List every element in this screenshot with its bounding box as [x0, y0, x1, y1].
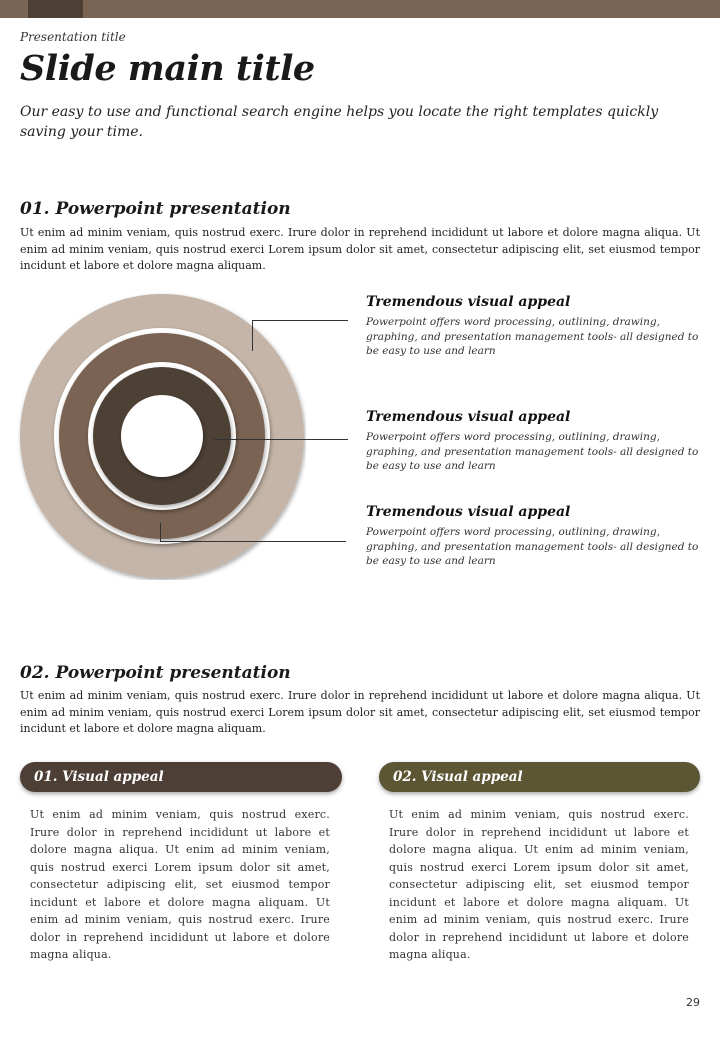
slide-main-title: Slide main title	[20, 48, 315, 89]
visual-appeal-1-text: Ut enim ad minim veniam, quis nostrud exerc. Irure dolor in reprehend incididunt ut labore et dolore magna aliqua. Ut enim ad minim veniam, quis nostrud exerci Lorem ipsum dolor sit amet, consectetur adipiscing elit, set eiusmod tempor incidunt et labore et dolore magna aliquam. Ut enim ad minim veniam, quis nostrud exerc. Irure dolor in reprehend incididunt ut labore et dolore magna aliqua.	[30, 808, 330, 961]
callout-1	[366, 294, 700, 359]
callout-3-title: Tremendous visual appeal	[366, 504, 571, 520]
leader-line-2-h	[214, 439, 348, 440]
presentation-title: Presentation title	[20, 30, 126, 44]
section-2-body: Ut enim ad minim veniam, quis nostrud exerc. Irure dolor in reprehend incididunt ut labore et dolore magna aliqua. Ut enim ad minim veniam, quis nostrud exerci Lorem ipsum dolor sit amet, consectetur adipiscing elit, set eiusmod tempor incidunt et labore et dolore magna aliquam.	[20, 689, 700, 735]
visual-appeal-2-text: Ut enim ad minim veniam, quis nostrud exerc. Irure dolor in reprehend incididunt ut labore et dolore magna aliqua. Ut enim ad minim veniam, quis nostrud exerci Lorem ipsum dolor sit amet, consectetur adipiscing elit, set eiusmod tempor incidunt et labore et dolore magna aliquam. Ut enim ad minim veniam, quis nostrud exerc. Irure dolor in reprehend incididunt ut labore et dolore magna aliqua.	[389, 808, 689, 961]
section-2-heading: 02. Powerpoint presentation	[20, 663, 291, 683]
top-bar-accent	[28, 0, 83, 18]
page-number: 29	[686, 996, 700, 1009]
top-bar	[0, 0, 720, 18]
slide-subtitle: Our easy to use and functional search engine helps you locate the right templates quickly saving your time.	[20, 104, 659, 140]
leader-line-1-h	[252, 320, 348, 321]
leader-line-1-v	[252, 320, 253, 351]
concentric-rings-diagram	[18, 292, 306, 580]
callout-2-text: Powerpoint offers word processing, outlining, drawing, graphing, and presentation management tools- all designed to be easy to use and learn	[366, 431, 699, 472]
callout-2	[366, 409, 700, 474]
visual-appeal-2-label: 02. Visual appeal	[379, 762, 700, 792]
leader-line-3-h	[160, 541, 346, 542]
section-1-body: Ut enim ad minim veniam, quis nostrud exerc. Irure dolor in reprehend incididunt ut labore et dolore magna aliqua. Ut enim ad minim veniam, quis nostrud exerci Lorem ipsum dolor sit amet, consectetur adipiscing elit, set eiusmod tempor incidunt et labore et dolore magna aliquam.	[20, 226, 700, 272]
callout-3-text: Powerpoint offers word processing, outlining, drawing, graphing, and presentation management tools- all designed to be easy to use and learn	[366, 526, 699, 567]
callout-3	[366, 504, 700, 569]
leader-line-3-v	[160, 523, 161, 541]
callout-1-title: Tremendous visual appeal	[366, 294, 571, 310]
callout-2-title: Tremendous visual appeal	[366, 409, 571, 425]
center-hole	[121, 395, 203, 477]
section-1-heading: 01. Powerpoint presentation	[20, 199, 291, 219]
visual-appeal-1-label: 01. Visual appeal	[20, 762, 342, 792]
callout-1-text: Powerpoint offers word processing, outlining, drawing, graphing, and presentation management tools- all designed to be easy to use and learn	[366, 316, 699, 357]
